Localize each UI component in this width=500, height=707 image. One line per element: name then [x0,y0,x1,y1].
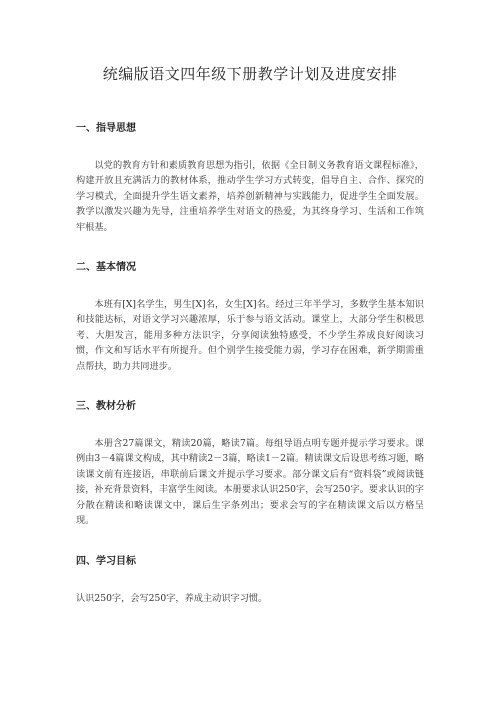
section-heading-guiding-ideology: 一、指导思想 [76,123,136,134]
section-paragraph-basic-situation: 本班有[X]名学生，男生[X]名，女生[X]名。经过三年半学习，多数学生基本知识和技能达标，对语文学习兴趣浓厚，乐于参与语文活动。课堂上，大部分学生积极思考、大胆发言，能用多种方法识字，分享阅读独特感受，不少学生养成良好阅读习惯，作文和写话水平有所提升。但个别学生接受能力弱，学习存在困难，新学期需重点帮扶，助力共同进步。 [76,299,424,372]
page-title: 统编版语文四年级下册教学计划及进度安排 [102,65,398,83]
section-heading-textbook-analysis: 三、教材分析 [76,401,136,413]
section-heading-basic-situation: 二、基本情况 [76,262,136,274]
section-paragraph-guiding-ideology: 以党的教育方针和素质教育思想为指引，依据《全日制义务教育语文课程标准》，构建开放且充满活力的教材体系，推动学生学习方式转变，倡导自主、合作、探究的学习模式，全面提升学生语文素养，培养创新精神与实践能力，促进学生全面发展。教学以激发兴趣为先导，注重培养学生对语文的热爱，为其终身学习、生活和工作筑牢根基。 [76,160,424,233]
section-heading-learning-goals: 四、学习目标 [76,555,136,567]
section-paragraph-learning-goals: 认识250字，会写250字，养成主动识字习惯。 [76,592,268,604]
section-paragraph-textbook-analysis: 本册含27篇课文，精读20篇，略读7篇。每组导语点明专题并提示学习要求。课例由3－4篇课文构成，其中精读2－3篇，略读1－2篇。精读课文后设思考练习题，略读课文前有连接语，串联前后课文并提示学习要求。部分课文后有“资料袋”或阅读链接，补充背景资料，丰富学生阅读。本册要求认识250字，会写250字。要求认识的字分散在精读和略读课文中，课后生字条列出；要求会写的字在精读课文后以方格呈现。 [76,438,424,527]
